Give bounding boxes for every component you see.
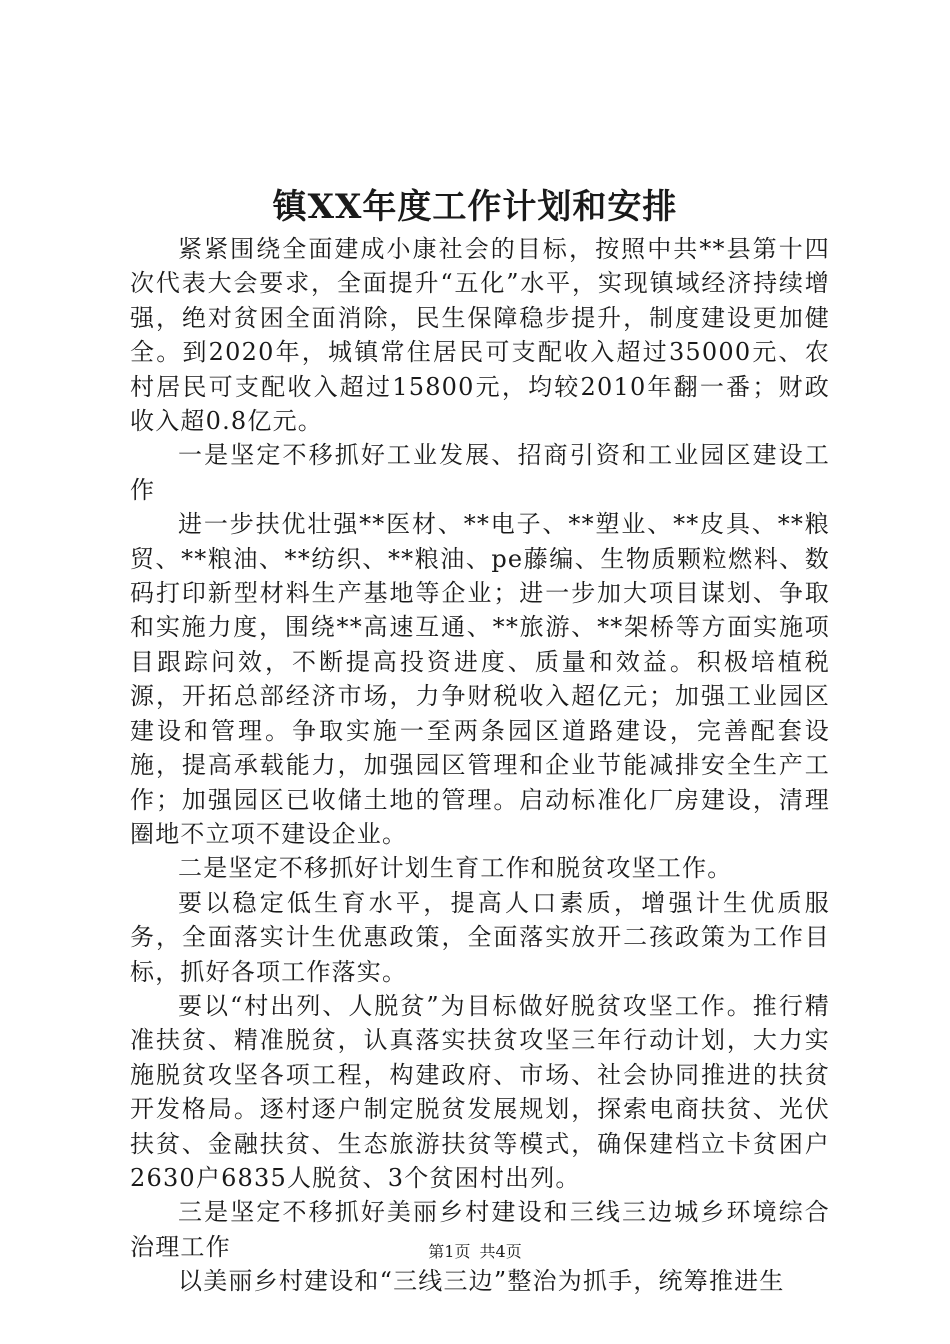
document-body bbox=[130, 232, 830, 1299]
section-heading-1: 一是坚定不移抓好工业发展、招商引资和工业园区建设工作 bbox=[130, 441, 830, 504]
paragraph-family-planning: 要以稳定低生育水平，提高人口素质，增强计生优质服务，全面落实计生优惠政策，全面落实放开二孩政策为工作目标，抓好各项工作落实。 bbox=[130, 888, 830, 986]
paragraph-poverty: 要以“村出列、人脱贫”为目标做好脱贫攻坚工作。推行精准扶贫、精准脱贫，认真落实扶贫攻坚三年行动计划，大力实施脱贫攻坚各项工程，构建政府、市场、社会协同推进的扶贫开发格局。逐村逐户制定脱贫发展规划，探索电商扶贫、光伏扶贫、金融扶贫、生态旅游扶贫等模式，确保建档立卡贫困户2630户6835人脱贫、3个贫困村出列。 bbox=[130, 991, 830, 1192]
paragraph-rural: 以美丽乡村建设和“三线三边”整治为抓手，统筹推进生 bbox=[178, 1267, 785, 1296]
page-footer: 第1页 共4页 bbox=[428, 1242, 522, 1261]
section-heading-3: 三是坚定不移抓好美丽乡村建设和三线三边城乡环境综合治理工作 bbox=[130, 1198, 830, 1261]
document-title: 镇XX年度工作计划和安排 bbox=[272, 187, 678, 227]
paragraph-industry: 进一步扶优壮强**医材、**电子、**塑业、**皮具、**粮贸、**粮油、**纺织、**粮油、pe藤编、生物质颗粒燃料、数码打印新型材料生产基地等企业；进一步加大项目谋划、争取和实施力度，围绕**高速互通、**旅游、**架桥等方面实施项目跟踪问效，不断提高投资进度、质量和效益。积极培植税源，开拓总部经济市场，力争财税收入超亿元；加强工业园区建设和管理。争取实施一至两条园区道路建设，完善配套设施，提高承载能力，加强园区管理和企业节能减排安全生产工作；加强园区已收储土地的管理。启动标准化厂房建设，清理圈地不立项不建设企业。 bbox=[130, 510, 830, 848]
paragraph-intro: 紧紧围绕全面建成小康社会的目标，按照中共**县第十四次代表大会要求，全面提升“五化”水平，实现镇域经济持续增强，绝对贫困全面消除，民生保障稳步提升，制度建设更加健全。到2020年，城镇常住居民可支配收入超过35000元、农村居民可支配收入超过15800元，均较2010年翻一番；财政收入超0.8亿元。 bbox=[130, 235, 830, 436]
section-heading-2: 二是坚定不移抓好计划生育工作和脱贫攻坚工作。 bbox=[178, 854, 733, 883]
